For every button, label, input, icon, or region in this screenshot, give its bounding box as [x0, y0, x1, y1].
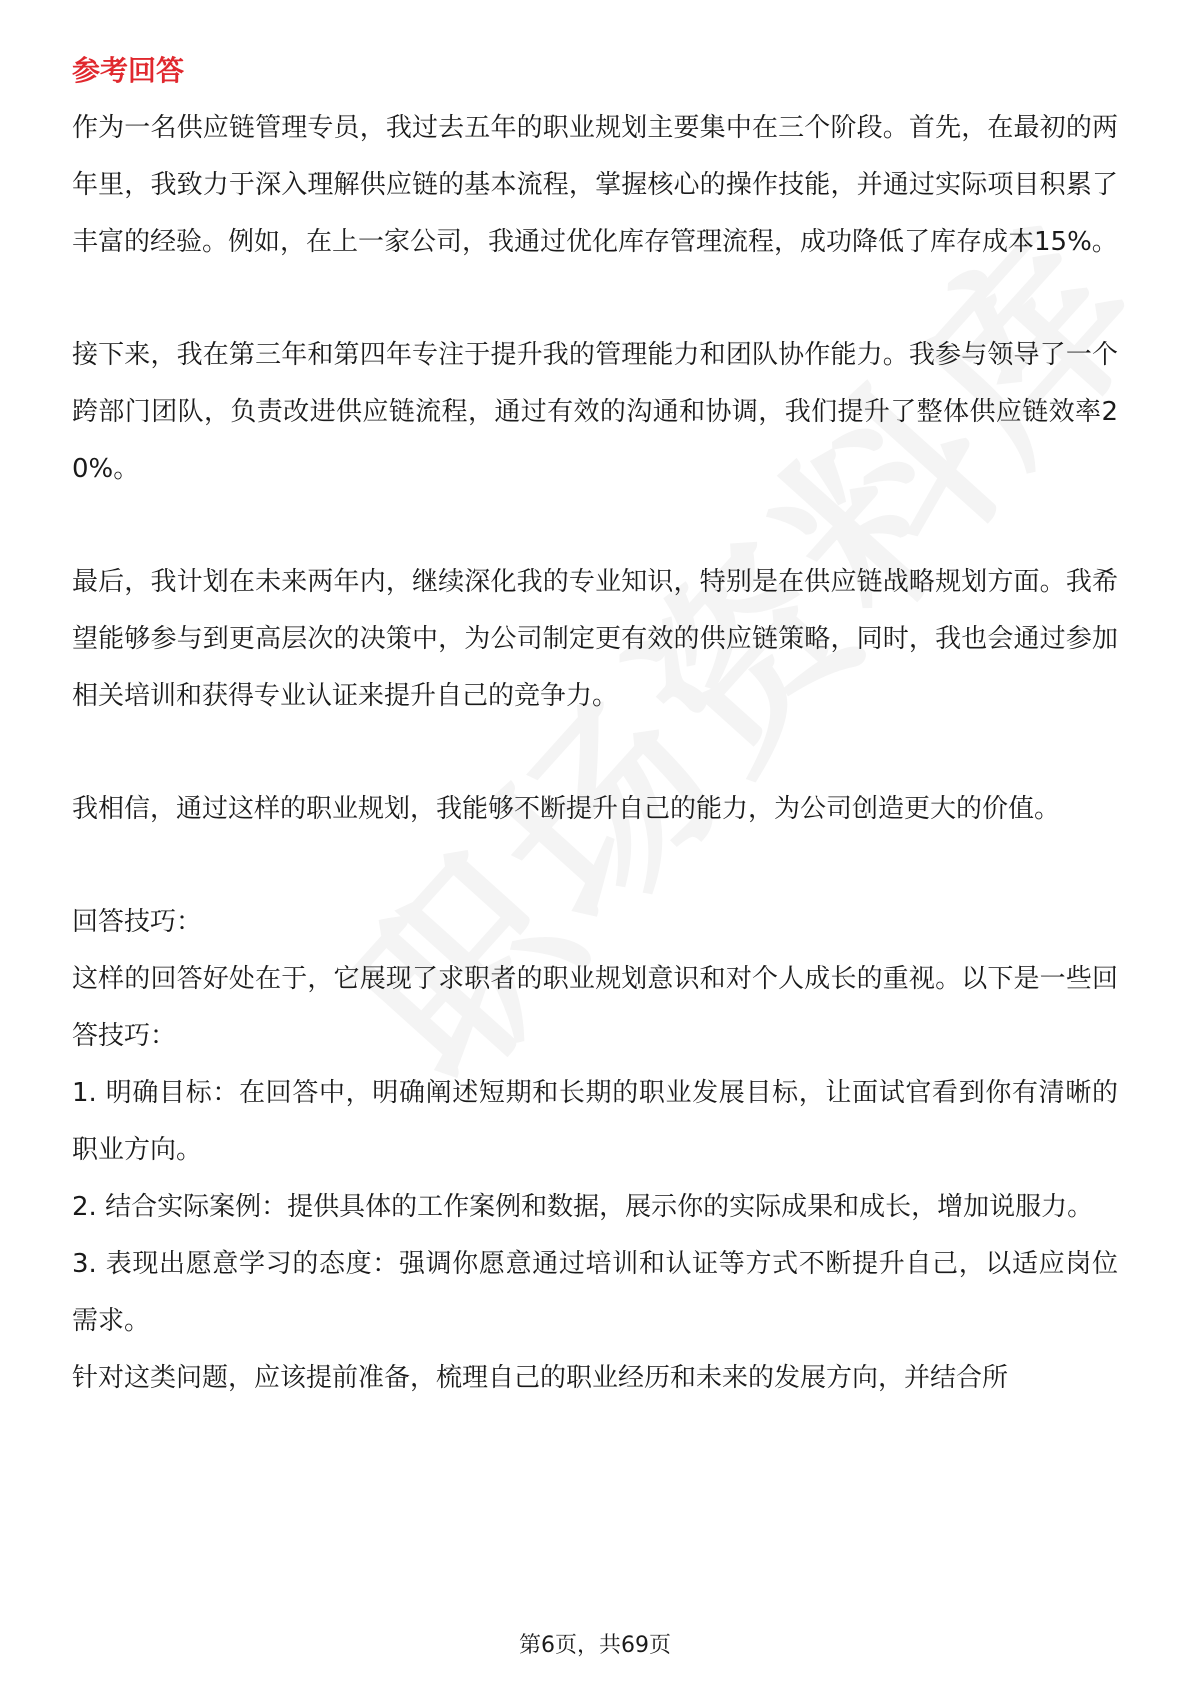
tips-closing: 针对这类问题，应该提前准备，梳理自己的职业经历和未来的发展方向，并结合所	[72, 1363, 1009, 1393]
paragraph-spacer	[72, 498, 1118, 554]
answer-paragraph-2: 接下来，我在第三年和第四年专注于提升我的管理能力和团队协作能力。我参与领导了一个跨部门团队，负责改进供应链流程，通过有效的沟通和协调，我们提升了整体供应链效率20%。	[72, 340, 1118, 484]
tip-item-3: 3. 表现出愿意学习的态度：强调你愿意通过培训和认证等方式不断提升自己，以适应岗位需求。	[72, 1249, 1118, 1336]
paragraph-spacer	[72, 725, 1118, 781]
answer-paragraph-1: 作为一名供应链管理专员，我过去五年的职业规划主要集中在三个阶段。首先，在最初的两年里，我致力于深入理解供应链的基本流程，掌握核心的操作技能，并通过实际项目积累了丰富的经验。例如，在上一家公司，我通过优化库存管理流程，成功降低了库存成本15%。	[72, 113, 1118, 257]
tip-item-1: 1. 明确目标：在回答中，明确阐述短期和长期的职业发展目标，让面试官看到你有清晰的职业方向。	[72, 1078, 1118, 1165]
answer-paragraph-3: 最后，我计划在未来两年内，继续深化我的专业知识，特别是在供应链战略规划方面。我希望能够参与到更高层次的决策中，为公司制定更有效的供应链策略，同时，我也会通过参加相关培训和获得专业认证来提升自己的竞争力。	[72, 567, 1118, 711]
section-heading: 参考回答	[72, 54, 185, 87]
tips-title: 回答技巧：	[72, 907, 203, 937]
tips-intro: 这样的回答好处在于，它展现了求职者的职业规划意识和对个人成长的重视。以下是一些回答技巧：	[72, 964, 1118, 1051]
content-area	[72, 50, 1118, 1407]
tip-item-2: 2. 结合实际案例：提供具体的工作案例和数据，展示你的实际成果和成长，增加说服力。	[72, 1192, 1094, 1222]
paragraph-spacer	[72, 271, 1118, 327]
answer-paragraph-4: 我相信，通过这样的职业规划，我能够不断提升自己的能力，为公司创造更大的价值。	[72, 794, 1061, 824]
paragraph-spacer	[72, 838, 1118, 894]
page-number: 第6页，共69页	[519, 1633, 671, 1658]
